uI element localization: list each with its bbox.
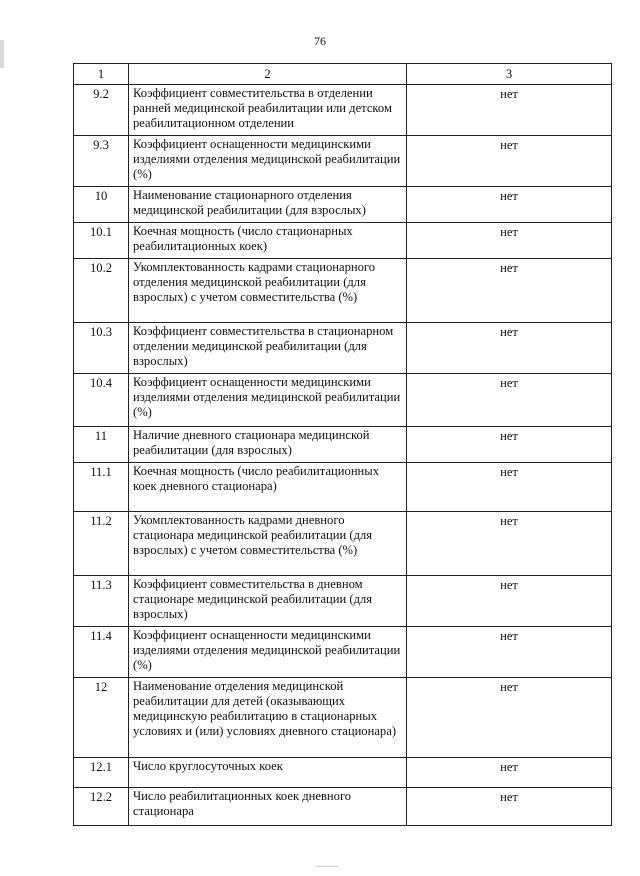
row-value: нет	[407, 758, 612, 788]
row-value: нет	[407, 136, 612, 187]
row-description: Коэффициент оснащенности медицинскими изделиями отделения медицинской реабилитации (%)	[129, 374, 407, 427]
row-number: 12	[74, 678, 129, 758]
row-number: 9.2	[74, 85, 129, 136]
row-number: 11.4	[74, 627, 129, 678]
row-value: нет	[407, 259, 612, 323]
row-number: 10	[74, 187, 129, 223]
row-value: нет	[407, 427, 612, 463]
row-description: Укомплектованность кадрами дневного стационара медицинской реабилитации (для взрослых) с учетом совместительства (%)	[129, 512, 407, 576]
column-header-name: 2	[129, 64, 407, 85]
row-number: 12.2	[74, 788, 129, 826]
table-row	[74, 136, 612, 187]
row-description: Наименование отделения медицинской реабилитации для детей (оказывающих медицинскую реабилитацию в стационарных условиях и (или) условиях дневного стационара)	[129, 678, 407, 758]
row-value: нет	[407, 678, 612, 758]
row-description: Коэффициент совместительства в отделении ранней медицинской реабилитации или детском реабилитационном отделении	[129, 85, 407, 136]
row-description: Число реабилитационных коек дневного стационара	[129, 788, 407, 826]
row-value: нет	[407, 512, 612, 576]
table-row	[74, 576, 612, 627]
column-header-value: 3	[407, 64, 612, 85]
column-header-number: 1	[74, 64, 129, 85]
table-row	[74, 627, 612, 678]
row-number: 11.2	[74, 512, 129, 576]
row-description: Коечная мощность (число стационарных реабилитационных коек)	[129, 223, 407, 259]
row-value: нет	[407, 187, 612, 223]
table-row	[74, 223, 612, 259]
row-number: 9.3	[74, 136, 129, 187]
table-row	[74, 374, 612, 427]
row-number: 12.1	[74, 758, 129, 788]
row-value: нет	[407, 323, 612, 374]
table-row	[74, 85, 612, 136]
table-row	[74, 678, 612, 758]
row-value: нет	[407, 374, 612, 427]
scan-bottom-mark	[316, 866, 338, 867]
row-description: Коечная мощность (число реабилитационных коек дневного стационара)	[129, 463, 407, 512]
row-description: Коэффициент оснащенности медицинскими изделиями отделения медицинской реабилитации (%)	[129, 627, 407, 678]
table-row	[74, 187, 612, 223]
row-number: 11	[74, 427, 129, 463]
row-value: нет	[407, 85, 612, 136]
row-description: Коэффициент оснащенности медицинскими изделиями отделения медицинской реабилитации (%)	[129, 136, 407, 187]
row-number: 11.1	[74, 463, 129, 512]
row-number: 10.3	[74, 323, 129, 374]
row-value: нет	[407, 576, 612, 627]
table-header-row	[74, 64, 612, 85]
row-description: Укомплектованность кадрами стационарного отделения медицинской реабилитации (для взрослых) с учетом совместительства (%)	[129, 259, 407, 323]
table-row	[74, 758, 612, 788]
page-number: 76	[314, 34, 326, 48]
table-row	[74, 259, 612, 323]
row-number: 11.3	[74, 576, 129, 627]
row-description: Коэффициент совместительства в стационарном отделении медицинской реабилитации (для взрослых)	[129, 323, 407, 374]
row-value: нет	[407, 463, 612, 512]
row-value: нет	[407, 788, 612, 826]
indicators-table	[73, 63, 612, 826]
row-number: 10.2	[74, 259, 129, 323]
row-number: 10.1	[74, 223, 129, 259]
row-description: Коэффициент совместительства в дневном стационаре медицинской реабилитации (для взрослых)	[129, 576, 407, 627]
row-value: нет	[407, 223, 612, 259]
table-row	[74, 788, 612, 826]
row-description: Число круглосуточных коек	[129, 758, 407, 788]
table-row	[74, 427, 612, 463]
row-description: Наименование стационарного отделения медицинской реабилитации (для взрослых)	[129, 187, 407, 223]
table-row	[74, 463, 612, 512]
row-description: Наличие дневного стационара медицинской реабилитации (для взрослых)	[129, 427, 407, 463]
table-row	[74, 323, 612, 374]
table-row	[74, 512, 612, 576]
row-number: 10.4	[74, 374, 129, 427]
row-value: нет	[407, 627, 612, 678]
